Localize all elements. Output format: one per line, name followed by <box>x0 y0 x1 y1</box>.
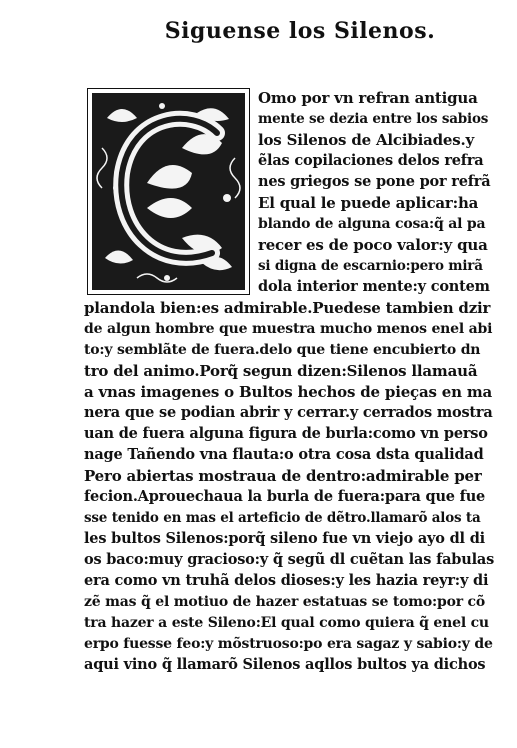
text-line: dola interior mente:y contem <box>258 278 490 295</box>
text-line: fecion.Aprouechaua la burla de fuera:para que fue <box>84 488 486 505</box>
text-line: Omo por vn refran antigua <box>258 89 478 107</box>
text-line: os baco:muy gracioso:y q̃ segũ dl cuẽtan las fabulas <box>84 551 495 568</box>
text-line: si digna de escarnio:pero mirã <box>258 258 483 274</box>
text-line: los Silenos de Alcibiades.y <box>258 131 475 149</box>
text-line: zẽ mas q̃ el motiuo de hazer estatuas se tomo:por cõ <box>84 594 486 610</box>
text-line: plandola bien:es admirable.Puedese tambien dzir <box>84 299 491 317</box>
text-line: nage Tañendo vna flauta:o otra cosa dsta qualidad <box>84 446 484 463</box>
text-line: ẽlas copilaciones delos refra <box>258 152 484 169</box>
text-line: Pero abiertas mostraua de dentro:admirable per <box>84 467 482 485</box>
text-line: to:y semblãte de fuera.delo que tiene encubierto dn <box>84 342 481 358</box>
page-title: Siguense los Silenos. <box>164 18 436 44</box>
text-line: les bultos Silenos:porq̃ sileno fue vn viejo ayo dl di <box>84 530 485 547</box>
text-line: era como vn truhã delos dioses:y les hazia reyr:y di <box>84 572 489 589</box>
decorated-initial-letter <box>87 88 250 295</box>
text-line: a vnas imagenes o Bultos hechos de pieças en ma <box>84 383 493 401</box>
text-line: El qual le puede aplicar:ha <box>258 194 479 212</box>
text-line: sse tenido en mas el arteficio de dẽtro.llamarõ alos ta <box>84 510 481 526</box>
text-line: recer es de poco valor:y qua <box>258 236 488 254</box>
text-line: erpo fuesse feo:y mõstruoso:po era sagaz y sabio:y de <box>84 636 493 652</box>
text-line: de algun hombre que muestra mucho menos enel abi <box>84 321 493 337</box>
text-line: tro del animo.Porq̃ segun dizen:Silenos llamauã <box>84 362 478 380</box>
text-line: aqui vino q̃ llamarõ Silenos aqllos bultos ya dichos <box>84 656 486 673</box>
text-line: uan de fuera alguna figura de burla:como vn perso <box>84 425 488 442</box>
text-line: blando de alguna cosa:q̃ al pa <box>258 216 486 232</box>
text-line: mente se dezia entre los sabios <box>258 111 489 127</box>
text-line: tra hazer a este Sileno:El qual como quiera q̃ enel cu <box>84 615 489 631</box>
text-line: nera que se podian abrir y cerrar.y cerrados mostra <box>84 404 493 421</box>
text-line: nes griegos se pone por refrã <box>258 173 491 190</box>
